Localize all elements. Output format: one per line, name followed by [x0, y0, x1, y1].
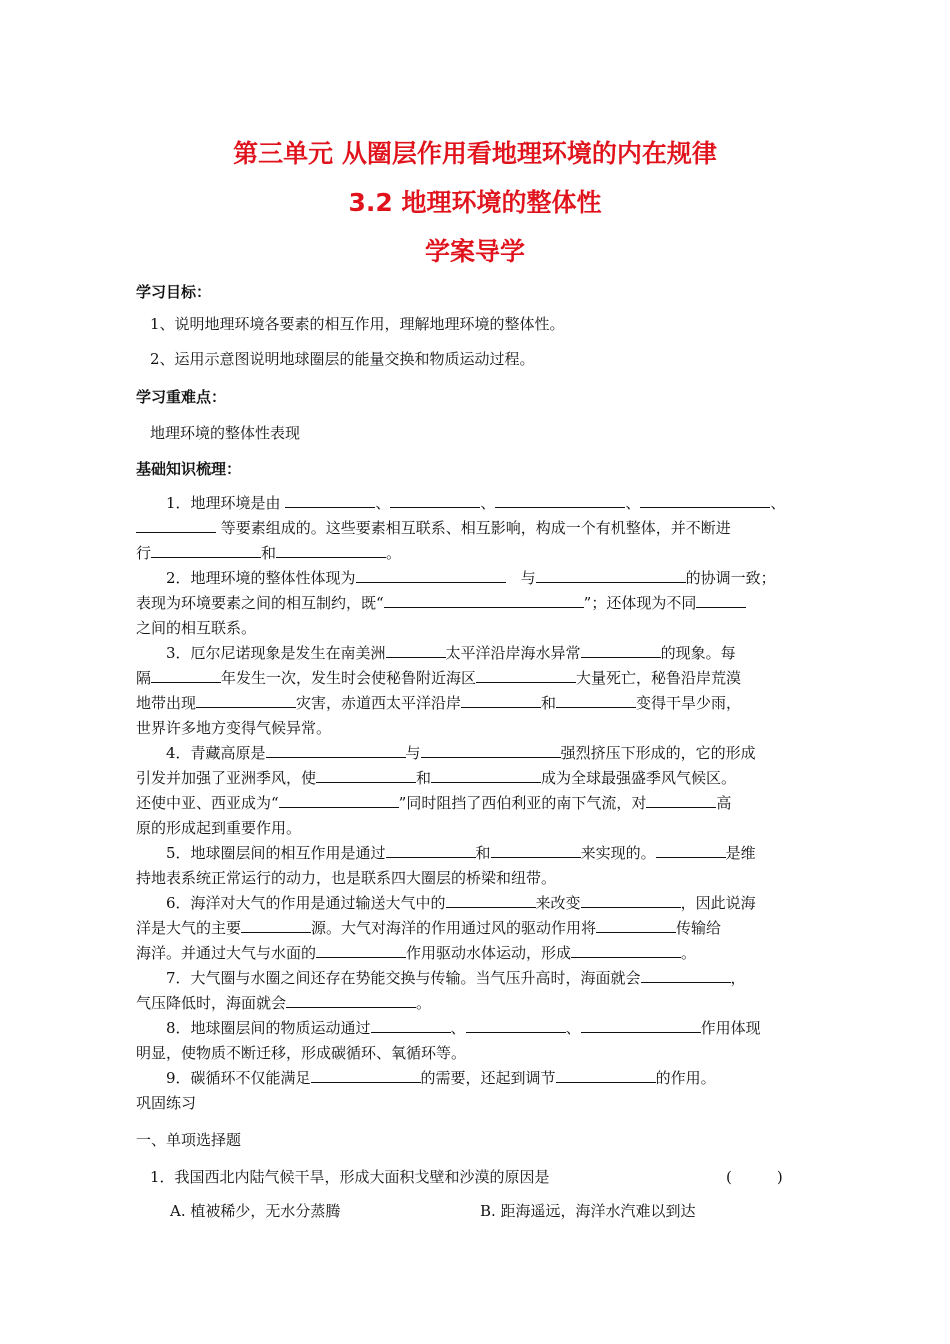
- blank[interactable]: [371, 1018, 451, 1033]
- q3-text-j: 变得干旱少雨，: [636, 694, 742, 712]
- blank[interactable]: [356, 568, 506, 583]
- q8-line2: 明显，使物质不断迁移，形成碳循环、氧循环等。: [136, 1044, 467, 1062]
- q1-line2: [136, 517, 816, 538]
- q4-text-h: ”同时阻挡了西伯利亚的南下气流，对: [398, 794, 647, 812]
- q6-line2: [136, 917, 816, 938]
- option-b[interactable]: B. 距海遥远，海洋水汽难以到达: [480, 1202, 696, 1220]
- q9-text-c: 的作用。: [655, 1069, 716, 1087]
- blank[interactable]: [640, 493, 770, 508]
- q1-text-e: 。: [386, 544, 402, 562]
- blank[interactable]: [151, 543, 261, 558]
- q6-text-f: 传输给: [676, 919, 722, 937]
- section-title: 3.2 地理环境的整体性: [348, 188, 602, 217]
- q4-text-i: 高: [716, 794, 732, 812]
- q2-line1: [136, 567, 846, 588]
- q4-line4: 原的形成起到重要作用。: [136, 819, 302, 837]
- blank[interactable]: [390, 493, 480, 508]
- q2-line3: 之间的相互联系。: [136, 619, 257, 637]
- q1-text-c: 行: [136, 544, 152, 562]
- q3-line4: 世界许多地方变得气候异常。: [136, 719, 332, 737]
- blank[interactable]: [276, 543, 386, 558]
- q3-line1: [136, 642, 846, 663]
- q7-text-a: 7．大气圈与水圈之间还存在势能交换与传输。当气压升高时，海面就会: [166, 969, 641, 987]
- blank[interactable]: [491, 843, 581, 858]
- q3-text-f: 大量死亡，秘鲁沿岸荒漠: [576, 669, 742, 687]
- q3-text-a: 3．厄尔尼诺现象是发生在南美洲: [166, 644, 386, 662]
- blank[interactable]: [446, 893, 536, 908]
- practice-heading: 巩固练习: [136, 1094, 197, 1112]
- blank[interactable]: [384, 593, 584, 608]
- blank[interactable]: [641, 968, 731, 983]
- q2-text-e: ”；还体现为不同: [583, 594, 697, 612]
- q1-line1: 1．地理环境是由 、 、 、 、: [166, 494, 786, 512]
- q3-text-b: 太平洋沿岸海水异常: [445, 644, 581, 662]
- blank[interactable]: [266, 743, 406, 758]
- blank[interactable]: [466, 1018, 566, 1033]
- blank[interactable]: [556, 1068, 656, 1083]
- blank[interactable]: [581, 893, 681, 908]
- goal-2: 2、运用示意图说明地球圈层的能量交换和物质运动过程。: [150, 350, 535, 368]
- practice-q1-text: 1．我国西北内陆气候干旱，形成大面积戈壁和沙漠的原因是: [150, 1168, 550, 1186]
- q6-text-i: 。: [681, 944, 697, 962]
- blank[interactable]: [151, 668, 221, 683]
- goals-heading: 学习目标：: [136, 283, 212, 301]
- blank[interactable]: [316, 768, 416, 783]
- q4-text-c: 强烈挤压下形成的，它的形成: [560, 744, 756, 762]
- q3-text-i: 和: [541, 694, 557, 712]
- blank[interactable]: [656, 843, 726, 858]
- blank[interactable]: [461, 693, 541, 708]
- goal-1: 1、说明地理环境各要素的相互作用，理解地理环境的整体性。: [150, 315, 565, 333]
- q7-text-d: 。: [416, 994, 432, 1012]
- q8-text-a: 8．地球圈层间的物质运动通过: [166, 1019, 371, 1037]
- blank[interactable]: [421, 743, 561, 758]
- q4-text-f: 成为全球最强盛季风气候区。: [541, 769, 737, 787]
- blank[interactable]: [581, 1018, 701, 1033]
- blank[interactable]: [279, 793, 399, 808]
- q1-text-a: 1．地理环境是由: [166, 494, 281, 512]
- blank[interactable]: [556, 693, 636, 708]
- blank[interactable]: [536, 568, 686, 583]
- q3-line2: [136, 667, 816, 688]
- practice-section: 一、单项选择题: [136, 1131, 242, 1149]
- q5-line2: 持地表系统正常运行的动力，也是联系四大圈层的桥梁和纽带。: [136, 869, 557, 887]
- blank[interactable]: [241, 918, 311, 933]
- q1-text-d: 和: [261, 544, 277, 562]
- q4-line1: [136, 742, 846, 763]
- q4-line3: [136, 792, 816, 813]
- q8-line1: [136, 1017, 846, 1038]
- q4-line2: [136, 767, 816, 788]
- q9-text-a: 9．碳循环不仅能满足: [166, 1069, 311, 1087]
- q7-line1: [136, 967, 846, 988]
- q4-text-b: 与: [405, 744, 421, 762]
- blank[interactable]: [431, 768, 541, 783]
- key-heading: 学习重难点：: [136, 388, 227, 406]
- q4-text-d: 引发并加强了亚洲季风，使: [136, 769, 317, 787]
- key-text: 地理环境的整体性表现: [150, 424, 301, 442]
- q4-text-a: 4．青藏高原是: [166, 744, 266, 762]
- q3-line3: [136, 692, 816, 713]
- blank[interactable]: [386, 843, 476, 858]
- blank[interactable]: [581, 643, 661, 658]
- blank[interactable]: [311, 1068, 421, 1083]
- q8-text-d: 作用体现: [700, 1019, 761, 1037]
- blank[interactable]: [316, 943, 406, 958]
- blank[interactable]: [495, 493, 625, 508]
- q1-text-b: 等要素组成的。这些要素相互联系、相互影响，构成一个有机整体，并不断进: [220, 519, 731, 537]
- q6-text-d: 洋是大气的主要: [136, 919, 242, 937]
- practice-q1: [136, 1166, 830, 1187]
- q6-line3: [136, 942, 816, 963]
- q6-text-e: 源。大气对海洋的作用通过风的驱动作用将: [311, 919, 597, 937]
- option-a[interactable]: A. 植被稀少，无水分蒸腾: [170, 1202, 341, 1220]
- q3-text-h: 灾害，赤道西太平洋沿岸: [296, 694, 462, 712]
- q6-text-c: ，因此说海: [680, 894, 756, 912]
- q8-text-c: 、: [565, 1019, 581, 1037]
- q4-text-g: 还使中亚、西亚成为“: [136, 794, 279, 812]
- q4-text-e: 和: [416, 769, 432, 787]
- blank[interactable]: [286, 993, 416, 1008]
- answer-paren[interactable]: ( ): [726, 1168, 783, 1186]
- q2-text-d: 表现为环境要素之间的相互制约，既“: [136, 594, 384, 612]
- q3-text-c: 的现象。每: [660, 644, 736, 662]
- blank[interactable]: [646, 793, 716, 808]
- q3-text-e: 年发生一次，发生时会使秘鲁附近海区: [221, 669, 477, 687]
- q3-text-d: 隔: [136, 669, 152, 687]
- blank[interactable]: [136, 518, 216, 533]
- q5-text-b: 和: [475, 844, 491, 862]
- q9-text-b: 的需要，还起到调节: [420, 1069, 556, 1087]
- q7-text-c: 气压降低时，海面就会: [136, 994, 287, 1012]
- q3-text-g: 地带出现: [136, 694, 197, 712]
- unit-title: 第三单元 从圈层作用看地理环境的内在规律: [233, 139, 717, 168]
- q1-line3: [136, 542, 816, 563]
- blank[interactable]: [571, 943, 681, 958]
- q5-text-d: 是维: [725, 844, 756, 862]
- blank[interactable]: [696, 593, 746, 608]
- basics-heading: 基础知识梳理：: [136, 460, 242, 478]
- blank[interactable]: [596, 918, 676, 933]
- q6-text-b: 来改变: [535, 894, 581, 912]
- q9-line1: [136, 1067, 846, 1088]
- q5-text-a: 5．地球圈层间的相互作用是通过: [166, 844, 386, 862]
- q6-text-g: 海洋。并通过大气与水面的: [136, 944, 317, 962]
- q8-text-b: 、: [450, 1019, 466, 1037]
- subtitle: 学案导学: [424, 237, 525, 266]
- q7-line2: [136, 992, 816, 1013]
- blank[interactable]: [285, 493, 375, 508]
- q7-text-b: ，: [730, 969, 746, 987]
- q2-text-a: 2．地理环境的整体性体现为: [166, 569, 356, 587]
- q2-line2: [136, 592, 816, 613]
- q6-line1: [136, 892, 846, 913]
- q5-line1: [136, 842, 846, 863]
- blank[interactable]: [386, 643, 446, 658]
- blank[interactable]: [196, 693, 296, 708]
- q6-text-h: 作用驱动水体运动，形成: [406, 944, 572, 962]
- q6-text-a: 6．海洋对大气的作用是通过输送大气中的: [166, 894, 446, 912]
- q2-text-b: 与: [520, 569, 536, 587]
- blank[interactable]: [476, 668, 576, 683]
- q2-text-c: 的协调一致；: [685, 569, 776, 587]
- q5-text-c: 来实现的。: [580, 844, 656, 862]
